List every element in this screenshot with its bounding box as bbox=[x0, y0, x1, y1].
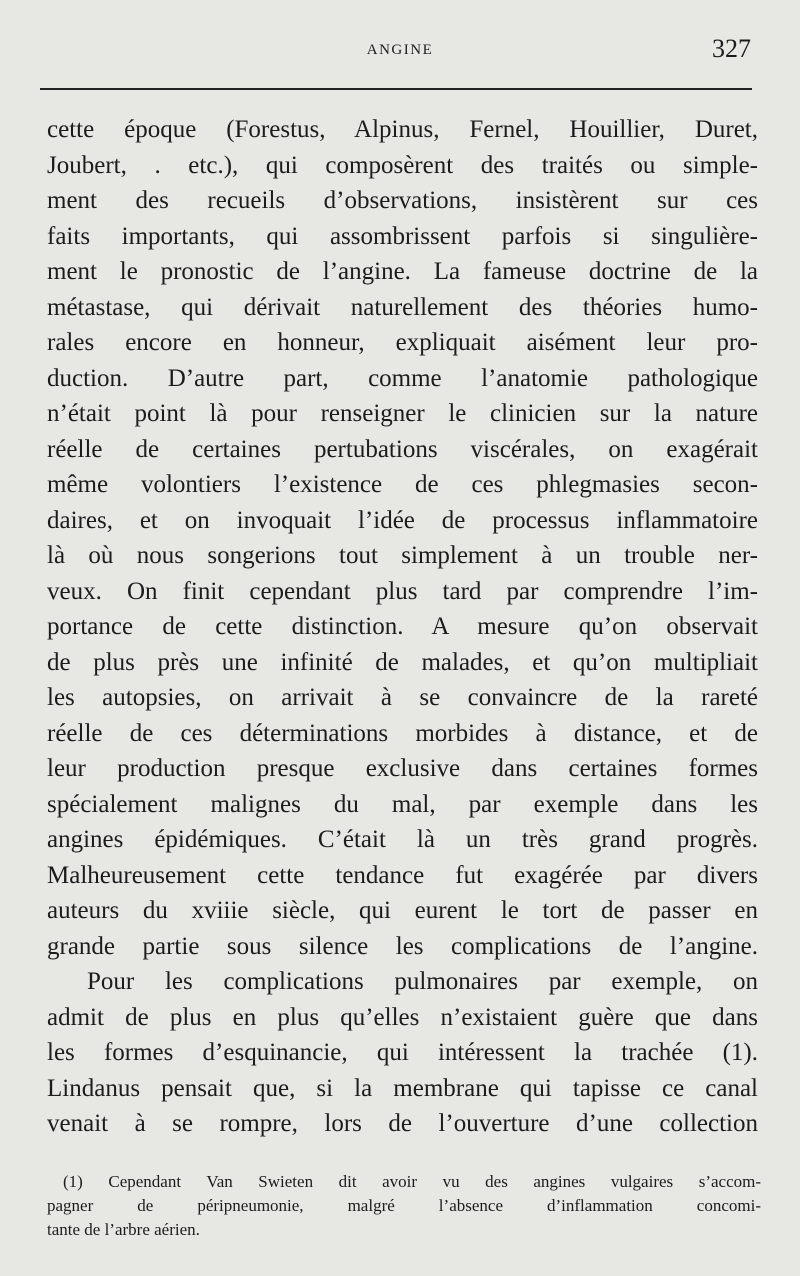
text-line: rales encore en honneur, expliquait aisément leur pro- bbox=[47, 329, 758, 356]
text-line: Lindanus pensait que, si la membrane qui tapisse ce canal bbox=[47, 1074, 758, 1102]
text-line: Joubert, . etc.), qui composèrent des traités ou simple- bbox=[47, 151, 758, 179]
text-line: venait à se rompre, lors de l’ouverture d’une collection bbox=[47, 1110, 758, 1137]
footnote-line: (1) Cependant Van Swieten dit avoir vu des angines vulgaires s’accom- bbox=[63, 1172, 761, 1191]
text-line: daires, et on invoquait l’idée de processus inflammatoire bbox=[47, 506, 758, 534]
text-line: de plus près une infinité de malades, et qu’on multipliait bbox=[47, 648, 758, 676]
text-line-paragraph-start: Pour les complications pulmonaires par exemple, on bbox=[87, 968, 758, 995]
text-line: veux. On finit cependant plus tard par comprendre l’im- bbox=[47, 577, 758, 605]
text-line: admit de plus en plus qu’elles n’existaient guère que dans bbox=[47, 1003, 758, 1031]
text-line: métastase, qui dérivait naturellement des théories humo- bbox=[47, 293, 758, 321]
text-line: spécialement malignes du mal, par exemple dans les bbox=[47, 790, 758, 818]
text-line: grande partie sous silence les complications de l’angine. bbox=[47, 932, 758, 960]
text-line: là où nous songerions tout simplement à un trouble ner- bbox=[47, 542, 758, 569]
text-line: réelle de certaines pertubations viscérales, on exagérait bbox=[47, 435, 758, 463]
text-line: portance de cette distinction. A mesure qu’on observait bbox=[47, 613, 758, 640]
text-line: auteurs du xviiie siècle, qui eurent le tort de passer en bbox=[47, 897, 758, 924]
text-line: faits importants, qui assombrissent parfois si singulière- bbox=[47, 222, 758, 250]
page-header bbox=[45, 34, 755, 64]
text-line: leur production presque exclusive dans certaines formes bbox=[47, 755, 758, 782]
footnote-line: tante de l’arbre aérien. bbox=[47, 1220, 200, 1239]
body-text bbox=[47, 112, 758, 1142]
text-line: réelle de ces déterminations morbides à distance, et de bbox=[47, 719, 758, 747]
text-line: Malheureusement cette tendance fut exagérée par divers bbox=[47, 861, 758, 889]
running-title: ANGINE bbox=[366, 42, 434, 58]
header-rule bbox=[40, 88, 752, 90]
text-line: angines épidémiques. C’était là un très grand progrès. bbox=[47, 826, 758, 853]
text-line: cette époque (Forestus, Alpinus, Fernel, Houillier, Duret, bbox=[47, 116, 758, 143]
text-line: duction. D’autre part, comme l’anatomie pathologique bbox=[47, 364, 758, 392]
text-line: les formes d’esquinancie, qui intéressent la trachée (1). bbox=[47, 1039, 758, 1066]
text-line: ment des recueils d’observations, insistèrent sur ces bbox=[47, 187, 758, 214]
page-number: 327 bbox=[712, 34, 751, 63]
text-line: les autopsies, on arrivait à se convaincre de la rareté bbox=[47, 684, 758, 711]
text-line: ment le pronostic de l’angine. La fameuse doctrine de la bbox=[47, 258, 758, 285]
footnote-line: pagner de péripneumonie, malgré l’absence d’inflammation concomi- bbox=[47, 1196, 761, 1215]
footnote bbox=[47, 1170, 761, 1242]
text-line: n’était point là pour renseigner le clinicien sur la nature bbox=[47, 400, 758, 427]
text-line: même volontiers l’existence de ces phlegmasies secon- bbox=[47, 471, 758, 498]
